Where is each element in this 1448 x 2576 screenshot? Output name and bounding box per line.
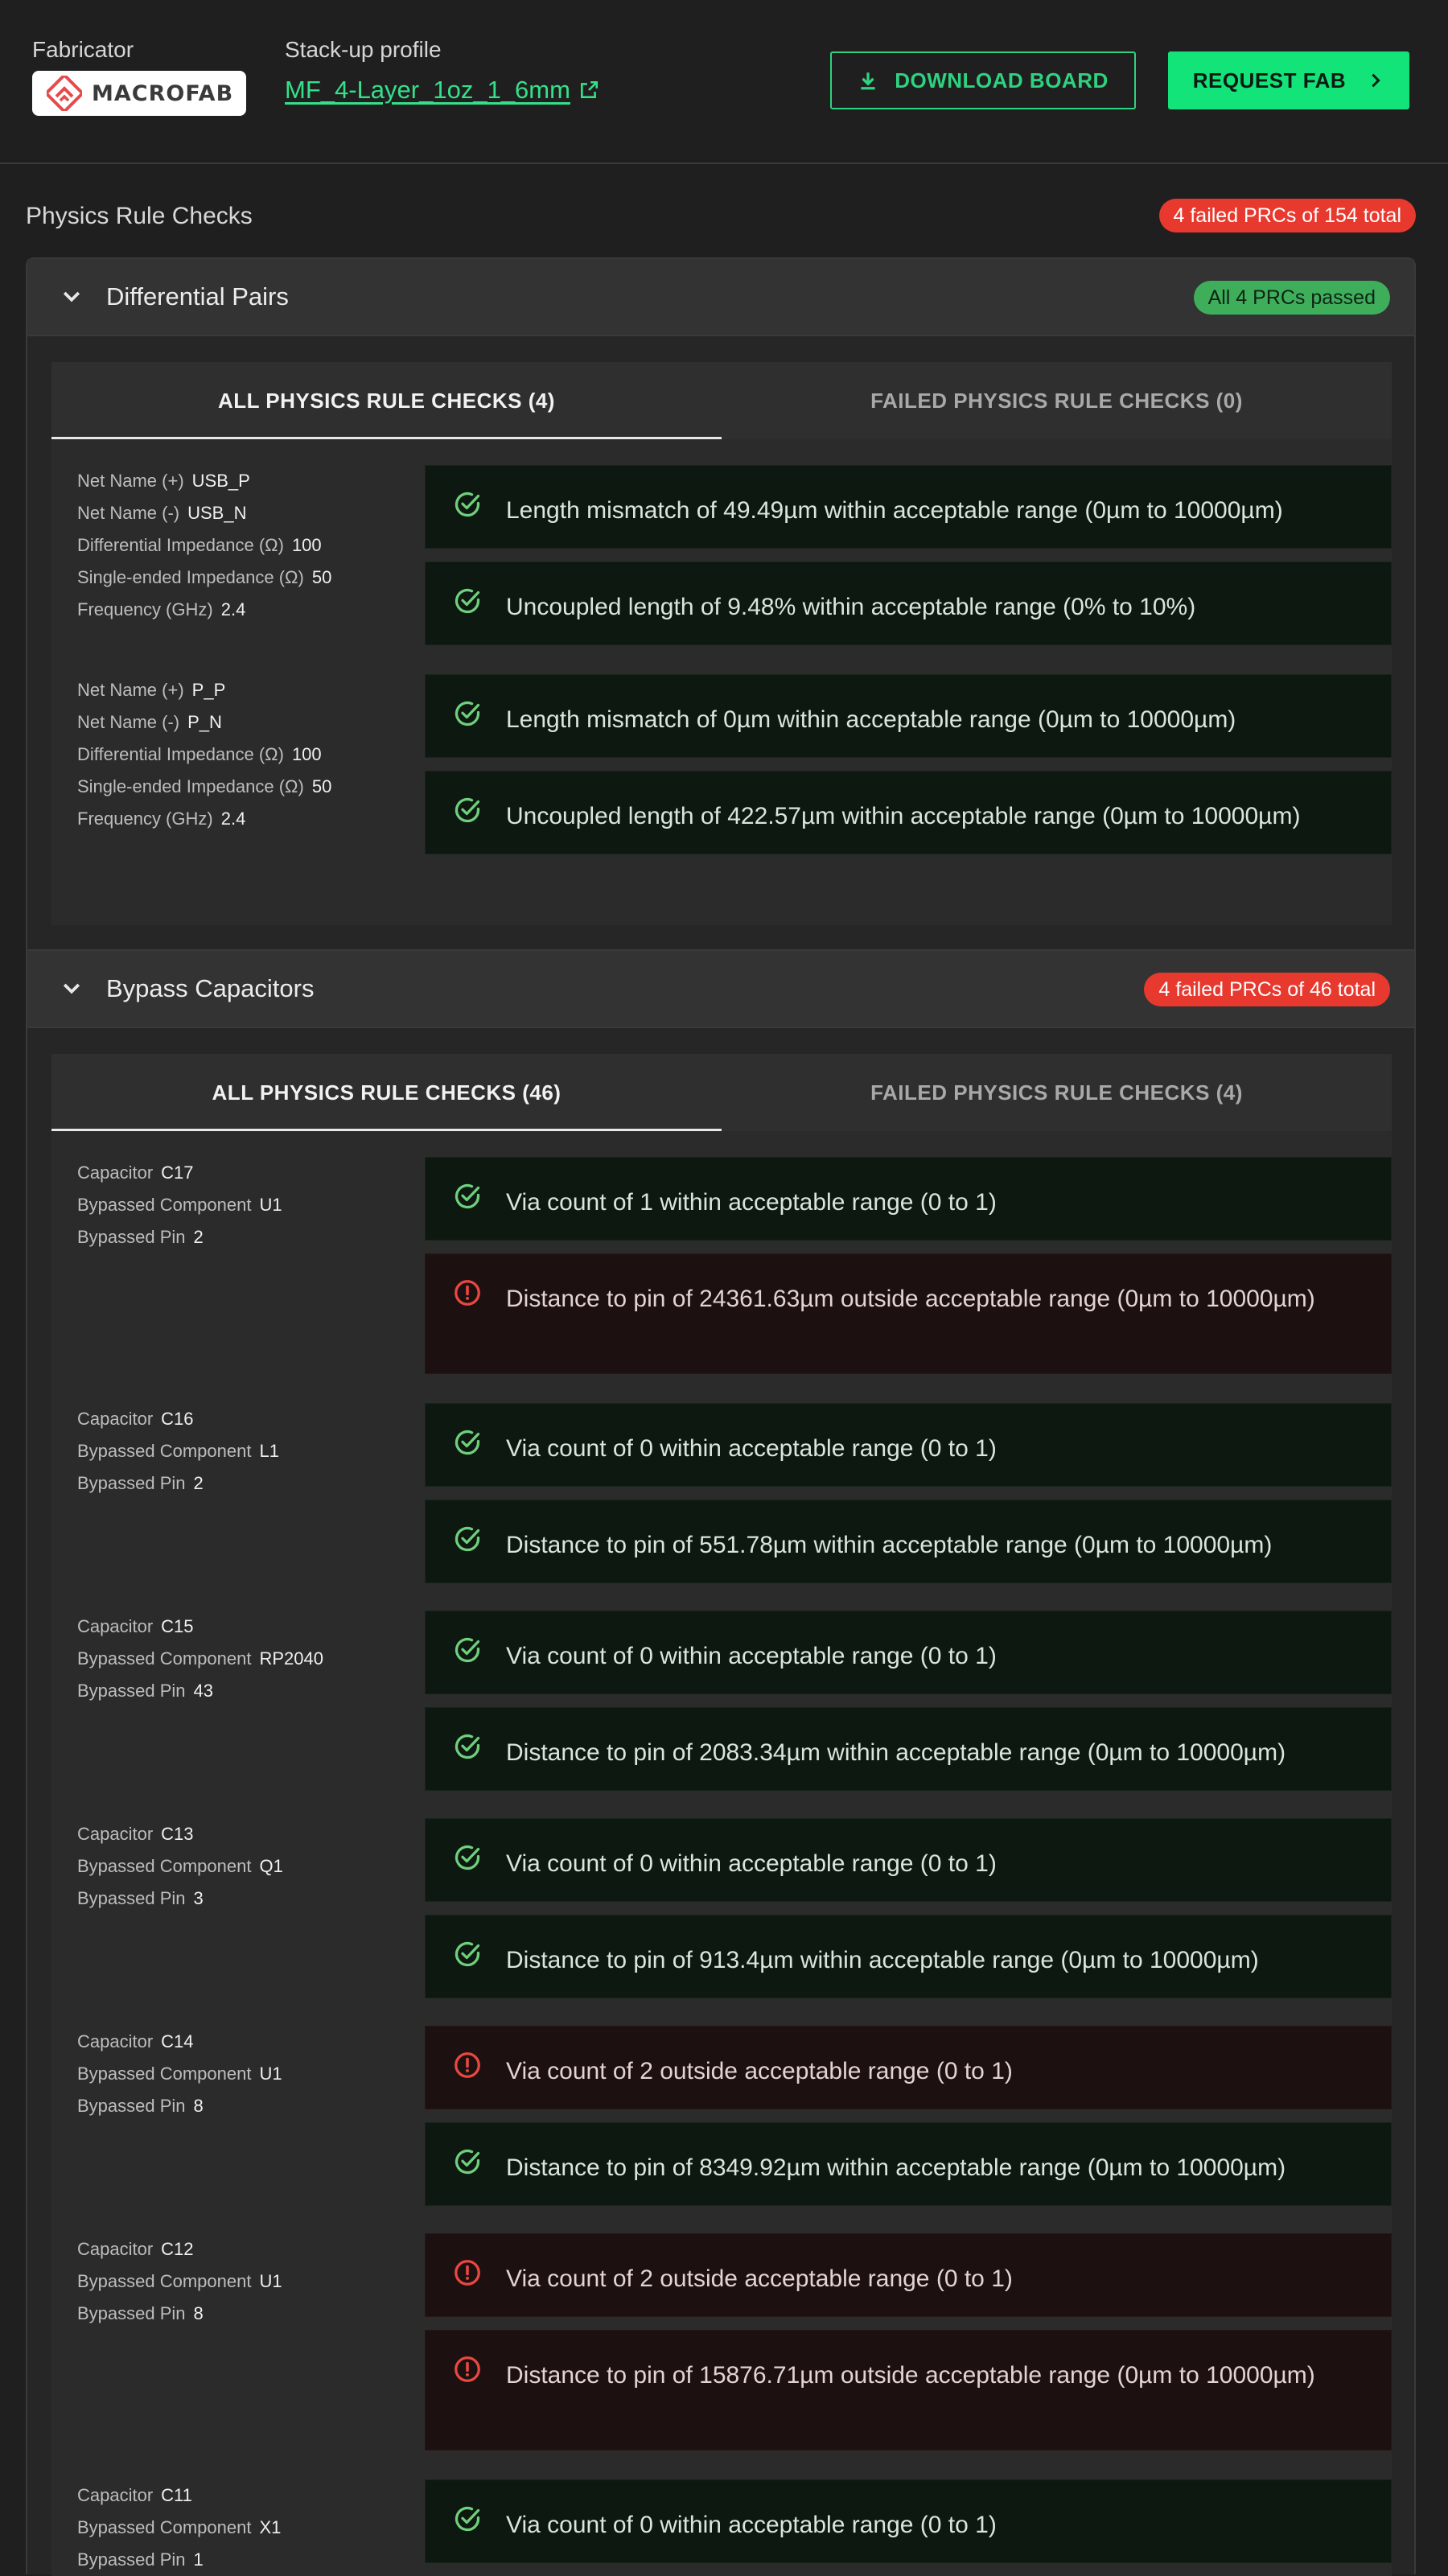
differential-pairs-content [51,362,1392,925]
frequency-label: Frequency (GHz) [77,599,213,619]
prc-check-card [425,2233,1392,2317]
check-circle-icon [453,1525,482,1553]
component-label: Bypassed Component [77,2517,252,2537]
fabricator-logo-text: MACROFAB [92,80,234,106]
capacitor-details [77,2233,282,2330]
component-value: U1 [259,2064,282,2084]
capacitor-details [77,2479,281,2576]
request-fab-button[interactable] [1168,51,1409,109]
download-icon [858,70,878,91]
capacitor-details [77,1403,279,1500]
prc-check-card [425,1915,1392,1998]
component-label: Bypassed Component [77,1195,252,1215]
net-pos-label: Net Name (+) [77,471,184,491]
capacitor-value: C16 [161,1409,194,1429]
se-impedance-value: 50 [311,567,332,587]
net-pos-value: P_P [191,680,226,700]
request-fab-label: REQUEST FAB [1192,68,1347,93]
prc-check-card [425,2122,1392,2206]
component-label: Bypassed Component [77,1648,252,1669]
capacitor-value: C15 [161,1616,194,1636]
differential-pairs-tabs [51,362,1392,439]
prc-check-text: Via count of 0 within acceptable range (0 to 1) [506,2512,997,2538]
prc-check-card [425,2479,1392,2563]
prc-check-text: Distance to pin of 551.78µm within acceptable range (0µm to 10000µm) [506,1532,1273,1558]
alert-circle-icon [453,1278,482,1307]
prc-check-text: Via count of 2 outside acceptable range (0 to 1) [506,2265,1013,2292]
capacitor-label: Capacitor [77,2031,154,2051]
tab-all-checks[interactable]: ALL PHYSICS RULE CHECKS (46) [51,1054,722,1131]
capacitor-details [77,1157,282,1253]
pin-value: 3 [193,1888,204,1908]
chevron-down-icon[interactable] [60,285,84,309]
chevron-right-icon [1367,72,1384,89]
prc-check-card [425,771,1392,854]
pin-value: 8 [193,2303,204,2323]
prc-check-text: Uncoupled length of 9.48% within acceptable range (0% to 10%) [506,594,1196,620]
check-circle-icon [453,1940,482,1969]
prc-check-card [425,2026,1392,2109]
pin-label: Bypassed Pin [77,2549,186,2570]
prc-check-text: Distance to pin of 2083.34µm within acceptable range (0µm to 10000µm) [506,1739,1286,1766]
se-impedance-value: 50 [311,776,332,796]
tab-failed-checks[interactable]: FAILED PHYSICS RULE CHECKS (0) [870,388,1243,413]
prc-check-text: Distance to pin of 15876.71µm outside acceptable range (0µm to 10000µm) [506,2362,1315,2389]
diff-pair-details [77,465,331,626]
stackup-profile-link-text: MF_4-Layer_1oz_1_6mm [285,76,570,104]
frequency-value: 2.4 [220,599,246,619]
capacitor-details [77,2026,282,2122]
diff-impedance-value: 100 [291,535,322,555]
differential-pairs-header[interactable] [27,259,1414,336]
prc-check-text: Length mismatch of 0µm within acceptable range (0µm to 10000µm) [506,706,1236,733]
check-circle-icon [453,1428,482,1457]
se-impedance-label: Single-ended Impedance (Ω) [77,567,304,587]
differential-pairs-status-badge: All 4 PRCs passed [1194,281,1390,315]
prc-check-card [425,1707,1392,1791]
prc-check-text: Via count of 0 within acceptable range (0 to 1) [506,1850,997,1877]
capacitor-label: Capacitor [77,2239,154,2259]
prc-check-card [425,562,1392,645]
pin-label: Bypassed Pin [77,2303,186,2323]
prc-check-card [425,465,1392,549]
external-link-icon [578,80,599,101]
prc-check-text: Via count of 1 within acceptable range (0 to 1) [506,1189,997,1216]
chevron-down-icon[interactable] [60,977,84,1001]
component-value: X1 [259,2517,282,2537]
physics-rule-checks-title: Physics Rule Checks [26,203,253,229]
pin-value: 2 [193,1227,204,1247]
diff-impedance-label: Differential Impedance (Ω) [77,744,284,764]
pin-value: 1 [193,2549,204,2570]
pin-label: Bypassed Pin [77,1888,186,1908]
prc-check-text: Uncoupled length of 422.57µm within acceptable range (0µm to 10000µm) [506,803,1301,829]
alert-circle-icon [453,2051,482,2080]
pin-value: 8 [193,2096,204,2116]
pin-label: Bypassed Pin [77,1681,186,1701]
component-value: U1 [259,1195,282,1215]
bypass-capacitors-status-badge: 4 failed PRCs of 46 total [1144,973,1390,1006]
prc-check-card [425,674,1392,758]
component-value: L1 [259,1441,279,1461]
bypass-capacitors-header[interactable] [27,951,1414,1028]
frequency-value: 2.4 [220,809,246,829]
prc-check-text: Distance to pin of 24361.63µm outside acceptable range (0µm to 10000µm) [506,1286,1315,1312]
diff-impedance-label: Differential Impedance (Ω) [77,535,284,555]
fabricator-label: Fabricator [32,37,134,62]
component-label: Bypassed Component [77,2271,252,2291]
prc-check-text: Length mismatch of 49.49µm within acceptable range (0µm to 10000µm) [506,497,1283,524]
tab-all-checks[interactable]: ALL PHYSICS RULE CHECKS (4) [51,362,722,439]
component-label: Bypassed Component [77,2064,252,2084]
frequency-label: Frequency (GHz) [77,809,213,829]
net-pos-value: USB_P [191,471,250,491]
check-circle-icon [453,1636,482,1665]
capacitor-value: C12 [161,2239,194,2259]
total-failed-badge: 4 failed PRCs of 154 total [1159,199,1417,232]
check-circle-icon [453,586,482,615]
capacitor-label: Capacitor [77,1162,154,1183]
component-value: Q1 [259,1856,283,1876]
capacitor-label: Capacitor [77,1616,154,1636]
bypass-capacitors-title: Bypass Capacitors [106,974,315,1002]
component-value: RP2040 [259,1648,323,1669]
differential-pairs-title: Differential Pairs [106,282,289,311]
bypass-capacitors-tabs [51,1054,1392,1131]
net-pos-label: Net Name (+) [77,680,184,700]
prc-check-card [425,1253,1392,1374]
pin-label: Bypassed Pin [77,1227,186,1247]
capacitor-value: C17 [161,1162,194,1183]
se-impedance-label: Single-ended Impedance (Ω) [77,776,304,796]
check-circle-icon [453,796,482,825]
differential-pairs-panel [26,257,1416,949]
pin-label: Bypassed Pin [77,2096,186,2116]
capacitor-label: Capacitor [77,2485,154,2505]
prc-check-card [425,1611,1392,1694]
diff-pair-details [77,674,331,835]
check-circle-icon [453,2147,482,2176]
net-neg-label: Net Name (-) [77,503,180,523]
prc-check-text: Via count of 2 outside acceptable range (0 to 1) [506,2058,1013,2084]
prc-check-card [425,1403,1392,1487]
prc-check-card [425,1157,1392,1241]
diff-impedance-value: 100 [291,744,322,764]
stackup-label: Stack-up profile [285,37,442,62]
prc-check-text: Distance to pin of 913.4µm within acceptable range (0µm to 10000µm) [506,1947,1259,1973]
prc-check-text: Via count of 0 within acceptable range (0 to 1) [506,1643,997,1669]
prc-check-card [425,1500,1392,1583]
capacitor-details [77,1818,283,1915]
prc-check-card [425,2330,1392,2450]
check-circle-icon [453,1843,482,1872]
capacitor-label: Capacitor [77,1409,154,1429]
net-neg-label: Net Name (-) [77,712,180,732]
top-bar [0,0,1448,164]
bypass-capacitors-content [51,1054,1392,2576]
alert-circle-icon [453,2355,482,2384]
prc-check-text: Via count of 0 within acceptable range (0 to 1) [506,1435,997,1462]
capacitor-value: C14 [161,2031,194,2051]
pin-label: Bypassed Pin [77,1473,186,1493]
pin-value: 2 [193,1473,204,1493]
net-neg-value: P_N [187,712,222,732]
component-value: U1 [259,2271,282,2291]
fabricator-logo [32,71,246,116]
macrofab-logo-icon [47,76,82,111]
bypass-capacitors-panel [26,949,1416,2574]
check-circle-icon [453,490,482,519]
stackup-profile-link[interactable] [285,76,599,105]
prc-check-card [425,1818,1392,1902]
alert-circle-icon [453,2258,482,2287]
check-circle-icon [453,1182,482,1211]
check-circle-icon [453,2504,482,2533]
component-label: Bypassed Component [77,1441,252,1461]
capacitor-details [77,1611,323,1707]
check-circle-icon [453,1732,482,1761]
download-board-label: DOWNLOAD BOARD [895,68,1109,93]
pin-value: 43 [193,1681,214,1701]
component-label: Bypassed Component [77,1856,252,1876]
download-board-button[interactable] [830,51,1136,109]
capacitor-value: C13 [161,1824,194,1844]
tab-failed-checks[interactable]: FAILED PHYSICS RULE CHECKS (4) [870,1080,1243,1105]
net-neg-value: USB_N [187,503,247,523]
prc-check-text: Distance to pin of 8349.92µm within acceptable range (0µm to 10000µm) [506,2154,1286,2181]
capacitor-label: Capacitor [77,1824,154,1844]
capacitor-value: C11 [161,2485,192,2505]
check-circle-icon [453,699,482,728]
